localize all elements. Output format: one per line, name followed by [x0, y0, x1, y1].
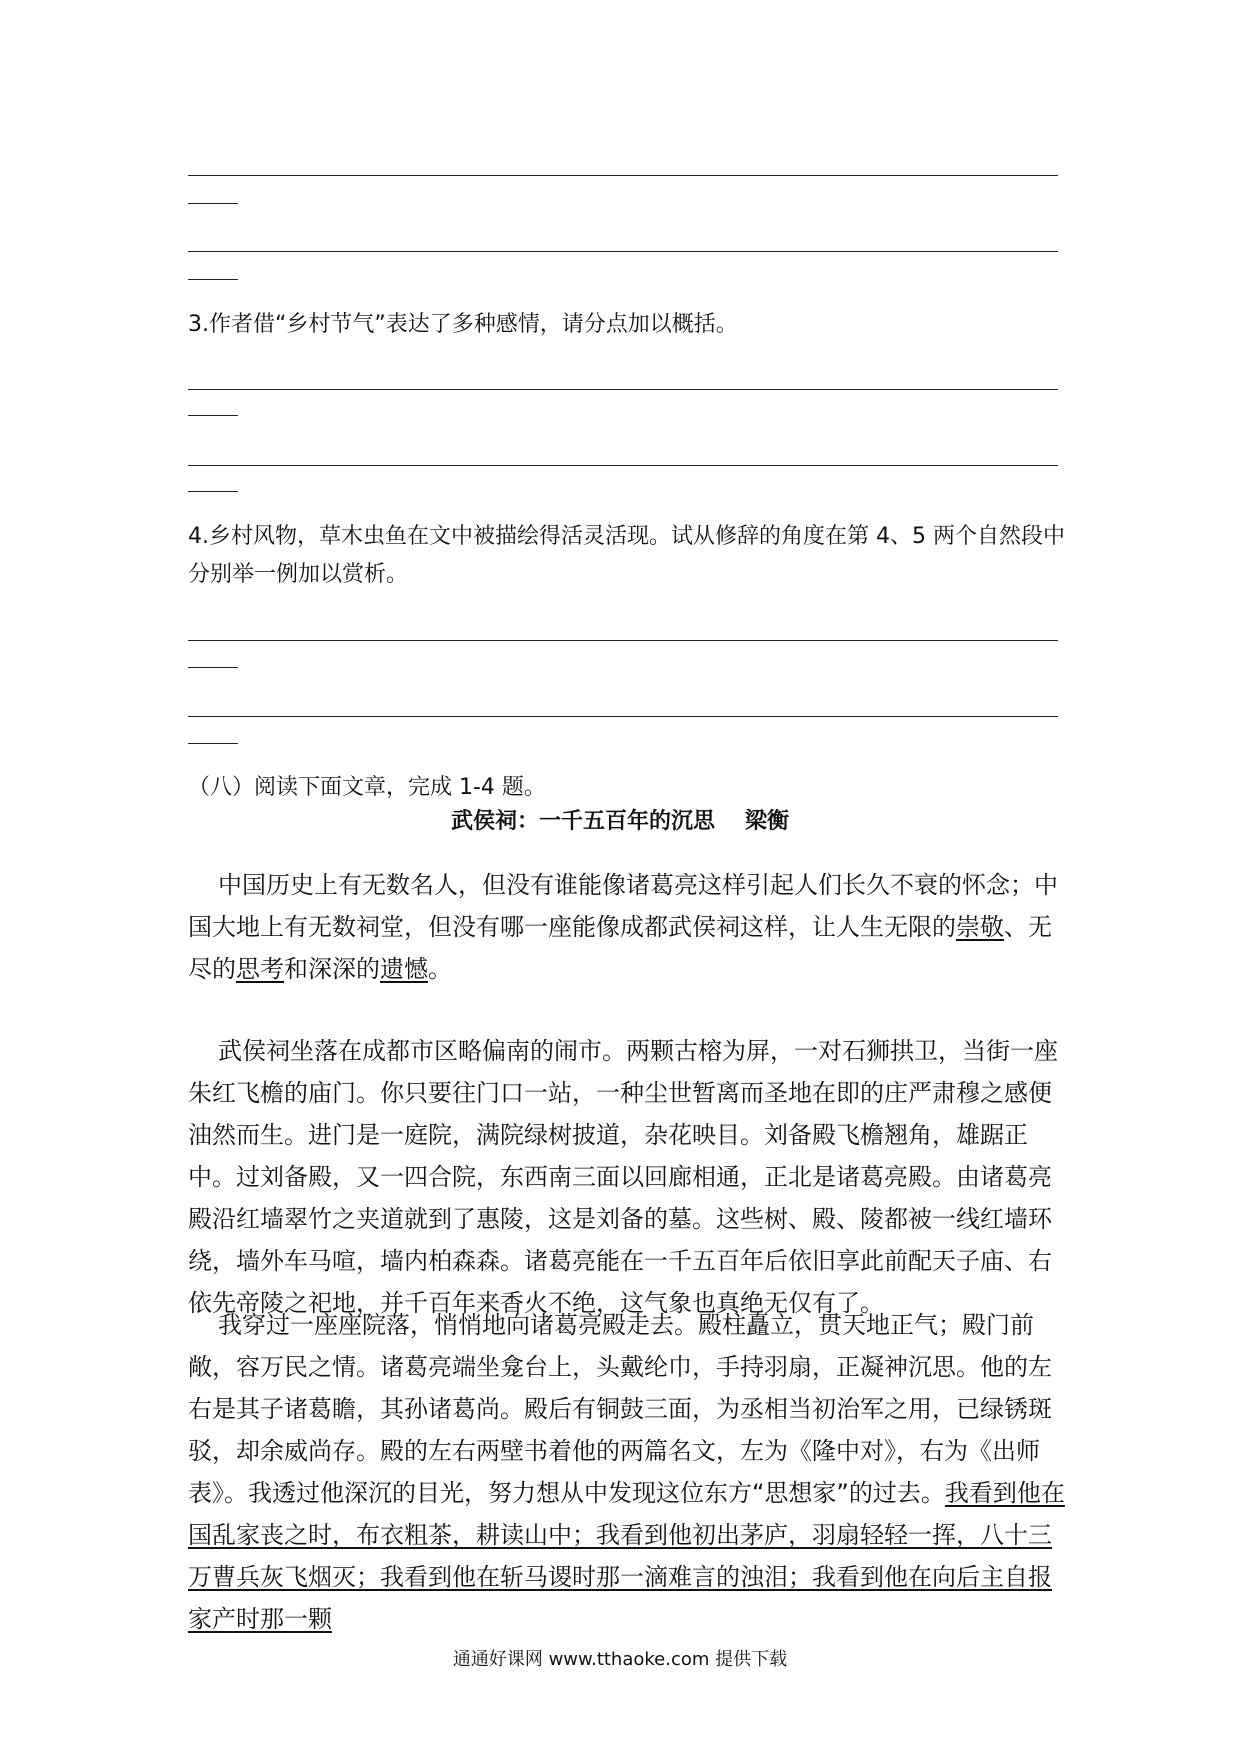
answer-line-tail [188, 491, 238, 492]
question-3: 3.作者借“乡村节气”表达了多种感情，请分点加以概括。 [188, 312, 738, 337]
answer-line[interactable] [188, 465, 1058, 466]
underlined-passage: 我看到他在国乱家丧之时，布衣粗茶，耕读山中；我看到他初出茅庐，羽扇轻轻一挥，八十三万曹兵灰飞烟灭；我看到他在斩马谡时那一滴难言的浊泪；我看到他在向后主自报家产时那一颗 [188, 1479, 1065, 1633]
answer-line-tail [188, 667, 238, 668]
answer-line-tail [188, 415, 238, 416]
paragraph-2: 武侯祠坐落在成都市区略偏南的闹市。两颗古榕为屏，一对石狮拱卫，当街一座朱红飞檐的庙门。你只要往门口一站，一种尘世暂离而圣地在即的庄严肃穆之感便油然而生。进门是一庭院，满院绿树披道，杂花映目。刘备殿飞檐翘角，雄踞正中。过刘备殿，又一四合院，东西南三面以回廊相通，正北是诸葛亮殿。由诸葛亮殿沿红墙翠竹之夹道就到了惠陵，这是刘备的墓。这些树、殿、陵都被一线红墙环绕，墙外车马喧，墙内柏森森。诸葛亮能在一千五百年后依旧享此前配天子庙、右依先帝陵之祀地，并千百年来香火不绝，这气象也真绝无仅有了。 [188, 1037, 1058, 1317]
article-author: 梁衡 [745, 809, 790, 834]
answer-line-tail [188, 203, 238, 204]
paragraph-text: 中国历史上有无数名人，但没有谁能像诸葛亮这样引起人们长久不衰的怀念；中国大地上有无数祠堂，但没有哪一座能像成都武侯祠这样，让人生无限的 [188, 871, 1058, 941]
article-title-text: 武侯祠：一千五百年的沉思 [450, 809, 715, 834]
paragraph-text: 、无尽的 [188, 913, 1052, 983]
answer-line[interactable] [188, 251, 1058, 252]
answer-line[interactable] [188, 716, 1058, 717]
answer-line-tail [188, 279, 238, 280]
paragraph-1 [188, 864, 1068, 990]
paragraph-3 [188, 1304, 1068, 1640]
paragraph-text: 。 [428, 955, 452, 983]
underlined-word: 崇敬 [956, 913, 1004, 941]
section-heading: （八）阅读下面文章，完成 1-4 题。 [188, 775, 546, 800]
paragraph-text: 和深深的 [284, 955, 380, 983]
answer-line[interactable] [188, 389, 1058, 390]
underlined-word: 遗憾 [380, 955, 428, 983]
answer-line[interactable] [188, 640, 1058, 641]
underlined-word: 思考 [236, 955, 284, 983]
footer-credit: 通通好课网 www.tthaoke.com 提供下载 [452, 1649, 788, 1670]
paragraph-text: 我穿过一座座院落，悄悄地向诸葛亮殿走去。殿柱矗立，贯天地正气；殿门前敞，容万民之情。诸葛亮端坐龛台上，头戴纶巾，手持羽扇，正凝神沉思。他的左右是其子诸葛瞻，其孙诸葛尚。殿后有铜鼓三面，为丞相当初治军之用，已绿锈斑驳，却余威尚存。殿的左右两壁书着他的两篇名文，左为《隆中对》，右为《出师表》。我透过他深沉的目光，努力想从中发现这位东方“思想家”的过去。 [188, 1311, 1052, 1507]
question-4: 4.乡村风物，草木虫鱼在文中被描绘得活灵活现。试从修辞的角度在第 4、5 两个自然段中分别举一例加以赏析。 [188, 524, 1065, 587]
answer-line[interactable] [188, 175, 1058, 176]
article-title [0, 804, 1240, 835]
answer-line-tail [188, 743, 238, 744]
